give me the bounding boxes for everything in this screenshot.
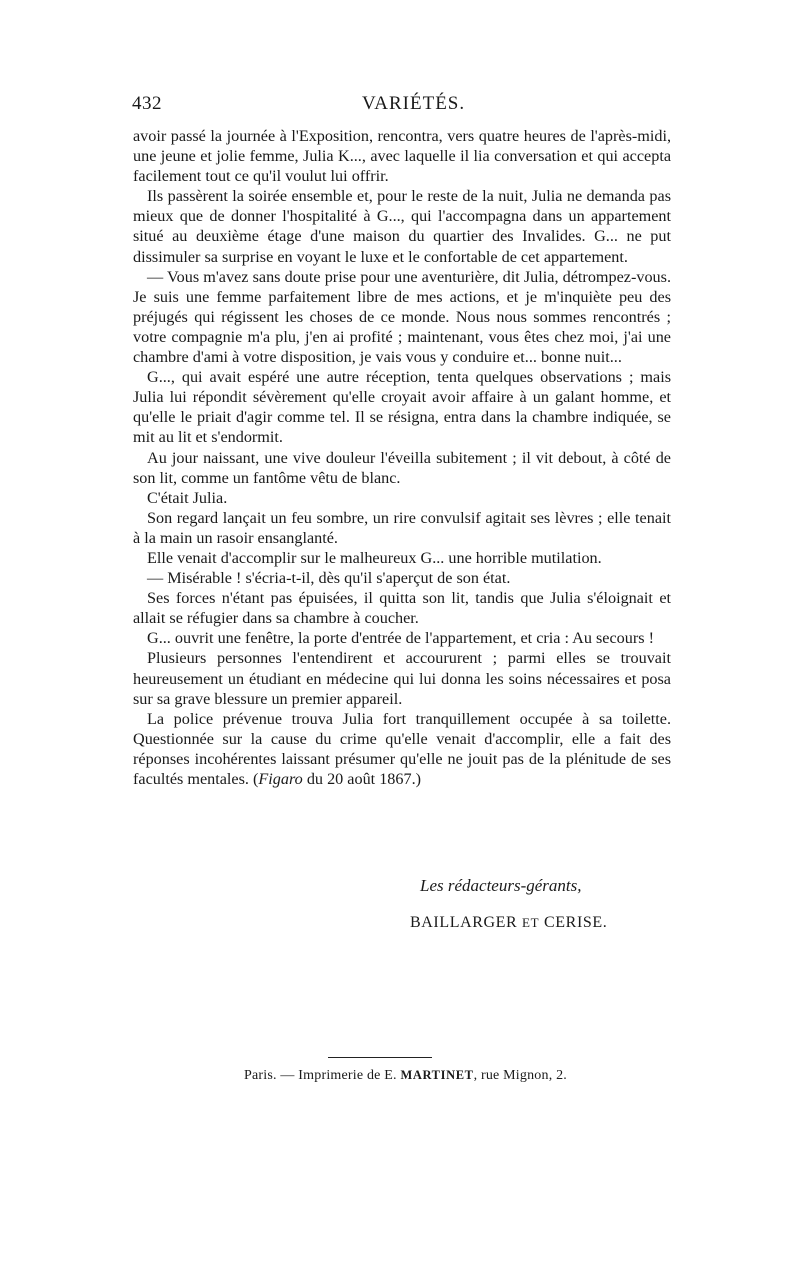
imprint-address: , rue Mignon, 2.: [473, 1068, 567, 1083]
paragraph: Plusieurs personnes l'entendirent et accoururent ; parmi elles se trouvait heureusement un étudiant en médecine qui lui donna les soins nécessaires et posa sur sa grave blessure un premier appareil.: [133, 649, 671, 708]
source-date: du 20 août 1867.): [302, 770, 422, 788]
paragraph: Son regard lançait un feu sombre, un rire convulsif agitait ses lèvres ; elle tenait à la main un rasoir ensanglanté.: [133, 508, 671, 547]
paragraph: Ses forces n'étant pas épuisées, il quitta son lit, tandis que Julia s'éloignait et allait se réfugier dans sa chambre à coucher.: [133, 589, 671, 628]
signer-name-2: CERISE.: [544, 914, 608, 931]
paragraph: Elle venait d'accomplir sur le malheureux G... une horrible mutilation.: [147, 548, 602, 567]
paragraph: — Vous m'avez sans doute prise pour une aventurière, dit Julia, détrompez-vous. Je suis une femme parfaitement libre de mes actions, et je m'inquiète peu des préjugés qui régissent les choses de ce monde. Nous nous sommes rencontrés ; votre compagnie m'a plu, j'en ai profité ; maintenant, vous êtes chez moi, j'ai une chambre d'ami à votre disposition, je vais vous y conduire et... bonne nuit...: [133, 267, 671, 367]
paragraph-with-source: [133, 709, 671, 789]
signer-conjunction: ET: [521, 915, 540, 930]
paragraph-text: La police prévenue trouva Julia fort tranquillement occupée à sa toilette. Questionnée sur la cause du crime qu'elle venait d'accomplir, elle a fait des réponses incohérentes laissant présumer qu'elle ne jouit pas de la plénitude de ses facultés mentales.: [133, 709, 671, 788]
paragraph: C'était Julia.: [147, 488, 228, 507]
article-body: [133, 126, 671, 789]
printer-imprint: [244, 1068, 567, 1084]
running-title: VARIÉTÉS.: [362, 93, 466, 114]
footer-rule: [328, 1057, 432, 1058]
paragraph: G..., qui avait espéré une autre réception, tenta quelques observations ; mais Julia lui répondit sévèrement qu'elle croyait avoir affaire à un galant homme, et qu'elle le priait d'agir comme tel. Il se résigna, entra dans la chambre indiquée, se mit au lit et s'endormit.: [133, 368, 671, 447]
paragraph: G... ouvrit une fenêtre, la porte d'entrée de l'appartement, et cria : Au secours !: [147, 629, 654, 648]
paragraph: avoir passé la journée à l'Exposition, rencontra, vers quatre heures de l'après-midi, une jeune et jolie femme, Julia K..., avec laquelle il lia conversation et qui accepta facilement tout ce qu'il voulut lui offrir.: [133, 127, 671, 186]
paragraph: — Misérable ! s'écria-t-il, dès qu'il s'aperçut de son état.: [147, 569, 511, 588]
running-header: [132, 93, 668, 119]
source-open-paren: (: [253, 770, 259, 788]
source-title: Figaro: [258, 770, 303, 788]
signers: [410, 914, 607, 932]
imprint-printer: MARTINET: [400, 1068, 474, 1082]
signer-name-1: BAILLARGER: [410, 914, 518, 931]
page-number: 432: [132, 93, 162, 114]
signature-line: Les rédacteurs-gérants,: [420, 876, 582, 895]
paragraph: Ils passèrent la soirée ensemble et, pour le reste de la nuit, Julia ne demanda pas mieux que de donner l'hospitalité à G..., qui l'accompagna dans un appartement situé au deuxième étage d'une maison du quartier des Invalides. G... ne put dissimuler sa surprise en voyant le luxe et le confortable de cet appartement.: [133, 187, 671, 266]
paragraph: Au jour naissant, une vive douleur l'éveilla subitement ; il vit debout, à côté de son lit, comme un fantôme vêtu de blanc.: [133, 448, 671, 487]
imprint-city: Paris. — Imprimerie de E.: [244, 1068, 401, 1083]
